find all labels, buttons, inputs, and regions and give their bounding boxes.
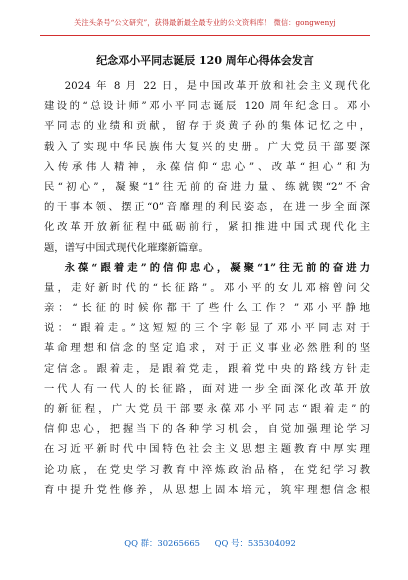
text-line: 说：“跟着走。”这短短的三个字彰显了邓小平同志对于 bbox=[44, 322, 370, 335]
body-text bbox=[44, 76, 370, 500]
text-line: 一代人有一代人的长征路，面对进一步全面深化改革开放 bbox=[44, 382, 370, 395]
text-line: 信仰忠心，把握当下的各种学习机会，自觉加强理论学习 bbox=[44, 423, 370, 436]
text-line: 革命理想和信念的坚定追求，对于正义事业必然胜利的坚 bbox=[44, 342, 370, 355]
footer-contact bbox=[100, 537, 320, 549]
text-line: 在习近平新时代中国特色社会主义思想主题教育中厚实理 bbox=[44, 443, 370, 456]
text-line: 量，走好新时代的“长征路”。邓小平的女儿邓榕曾问父 bbox=[44, 281, 370, 294]
header-divider bbox=[40, 35, 370, 36]
text-line: 永葆“跟着走”的信仰忠心，凝聚“1”往无前的奋进力 bbox=[64, 261, 370, 274]
text-line: 建设的“总设计师”邓小平同志诞辰 120 周年纪念日。邓小 bbox=[44, 100, 370, 113]
text-line: 化改革开放新征程中砥砺前行，紧扣推进中国式现代化主 bbox=[44, 221, 370, 234]
text-line: 育中提升党性修养，从思想上固本培元，筑牢理想信念根 bbox=[44, 483, 370, 496]
text-line: 论功底，在党史学习教育中淬炼政治品格，在党纪学习教 bbox=[44, 463, 370, 476]
text-line: 的干事本领、摆正“0”音靡理的利民姿态，在进一步全面深 bbox=[44, 201, 370, 214]
text-line: 亲：“长征的时候你都干了些什么工作？”邓小平静地 bbox=[44, 302, 370, 315]
footer-qq-group: QQ 群：30265665 bbox=[124, 538, 200, 548]
text-line: 入传承伟人精神，永葆信仰“忠心”、改革“担心”和为 bbox=[44, 160, 370, 173]
text-line: 载入了实现中华民族伟大复兴的史册。广大党员干部要深 bbox=[44, 140, 370, 153]
text-line: 的新征程，广大党员干部要永葆邓小平同志“跟着走”的 bbox=[44, 403, 370, 415]
text-line: 民“初心”，凝聚“1”往无前的奋进力量、练就锲“2”不舍 bbox=[44, 180, 370, 193]
text-line: 2024 年 8 月 22 日，是中国改革开放和社会主义现代化 bbox=[64, 80, 370, 92]
text-line: 平同志的业绩和贡献，留存于炎黄子孙的集体记忆之中， bbox=[44, 120, 370, 133]
footer-qq-number: QQ 号：535304092 bbox=[214, 538, 296, 548]
header-banner: 关注头条号“公文研究”，获得最新最全最专业的公文资料库！ 微信：gongwenyj bbox=[74, 18, 336, 27]
text-line: 题，谱写中国式现代化璀璨新篇章。 bbox=[44, 241, 209, 254]
page-title: 纪念邓小平同志诞辰 120 周年心得体会发言 bbox=[96, 54, 314, 67]
text-line: 定信念。跟着走，是跟着党走，跟着党中央的路线方针走 bbox=[44, 362, 370, 375]
